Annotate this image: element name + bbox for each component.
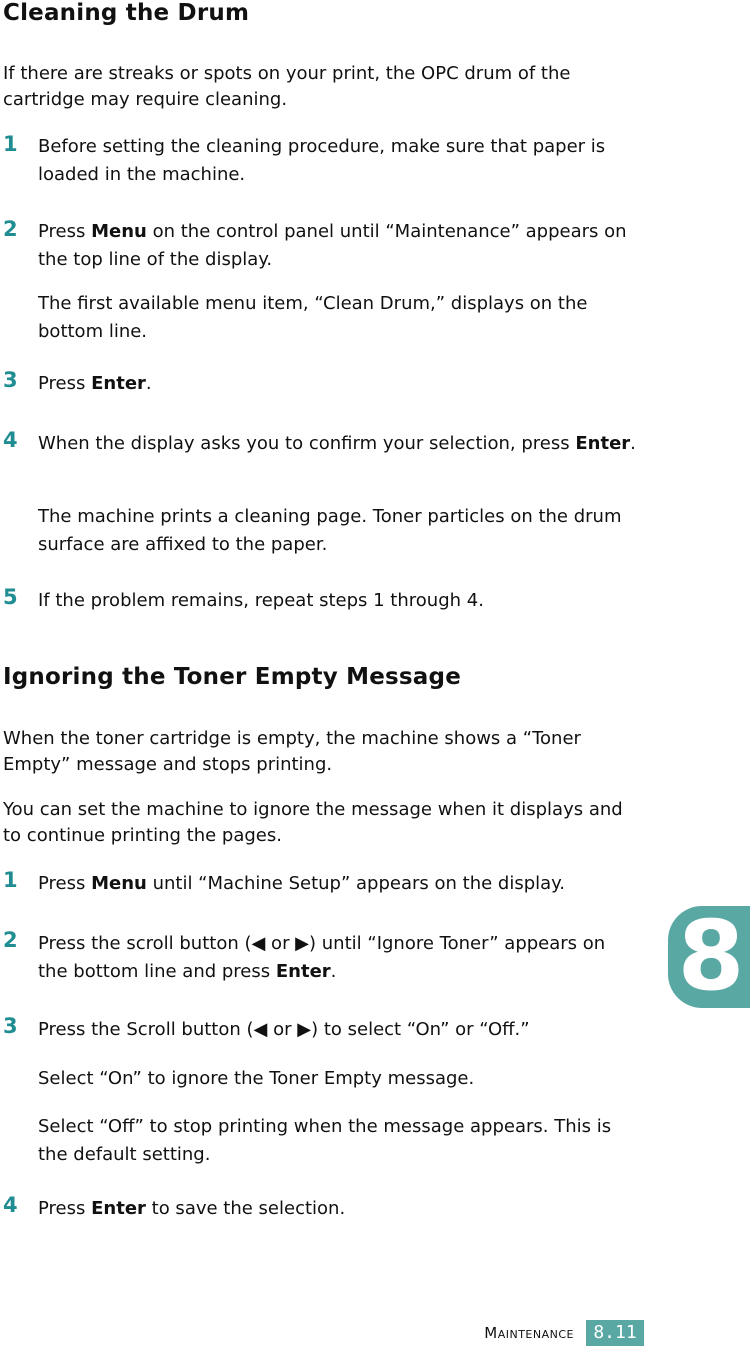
step-text: Press Menu until “Machine Setup” appears on the display. xyxy=(38,873,565,894)
step-number: 5 xyxy=(3,585,18,609)
step-text: If the problem remains, repeat steps 1 through 4. xyxy=(38,590,484,611)
step-number: 2 xyxy=(3,217,18,241)
step-number: 4 xyxy=(3,1193,18,1217)
step-text: Press the scroll button (◀ or ▶) until “Ignore Toner” appears on the bottom line and press Enter. xyxy=(38,933,606,982)
step-text: Press Enter. xyxy=(38,373,152,394)
step-text: Press Enter to save the selection. xyxy=(38,1198,346,1219)
enter-keyword: Enter xyxy=(91,1198,146,1219)
step-number: 1 xyxy=(3,132,18,156)
step-note: Select “On” to ignore the Toner Empty message. xyxy=(38,1068,475,1089)
menu-keyword: Menu xyxy=(91,221,147,242)
enter-keyword: Enter xyxy=(575,433,631,454)
section-title-ignoring-toner: Ignoring the Toner Empty Message xyxy=(3,664,461,690)
intro-paragraph: When the toner cartridge is empty, the machine shows a “Toner Empty” message and stops printing. xyxy=(3,728,581,775)
step-note: Select “Off” to stop printing when the message appears. This is the default setting. xyxy=(38,1116,612,1165)
footer-section-label: Maintenance xyxy=(484,1324,574,1342)
enter-keyword: Enter xyxy=(275,961,331,982)
intro-paragraph: If there are streaks or spots on your print, the OPC drum of the cartridge may require cleaning. xyxy=(3,63,571,110)
step-note: The first available menu item, “Clean Drum,” displays on the bottom line. xyxy=(38,293,588,342)
step-text: Press Menu on the control panel until “Maintenance” appears on the top line of the display. xyxy=(38,221,627,270)
step-number: 1 xyxy=(3,868,18,892)
section-title-cleaning-drum: Cleaning the Drum xyxy=(3,0,250,26)
step-note: The machine prints a cleaning page. Toner particles on the drum surface are affixed to the paper. xyxy=(38,506,622,555)
chapter-tab xyxy=(668,900,750,1012)
enter-keyword: Enter xyxy=(91,373,146,394)
step-text: When the display asks you to confirm your selection, press Enter. xyxy=(38,433,636,454)
step-text: Press the Scroll button (◀ or ▶) to select “On” or “Off.” xyxy=(38,1019,530,1040)
step-number: 3 xyxy=(3,368,18,392)
intro-paragraph: You can set the machine to ignore the message when it displays and to continue printing the pages. xyxy=(3,799,623,846)
step-number: 3 xyxy=(3,1014,18,1038)
chapter-number: 8 xyxy=(677,900,745,1012)
step-text: Before setting the cleaning procedure, make sure that paper is loaded in the machine. xyxy=(38,136,606,185)
page-number: 8.11 xyxy=(586,1320,644,1346)
step-number: 2 xyxy=(3,928,18,952)
step-number: 4 xyxy=(3,428,18,452)
menu-keyword: Menu xyxy=(91,873,147,894)
